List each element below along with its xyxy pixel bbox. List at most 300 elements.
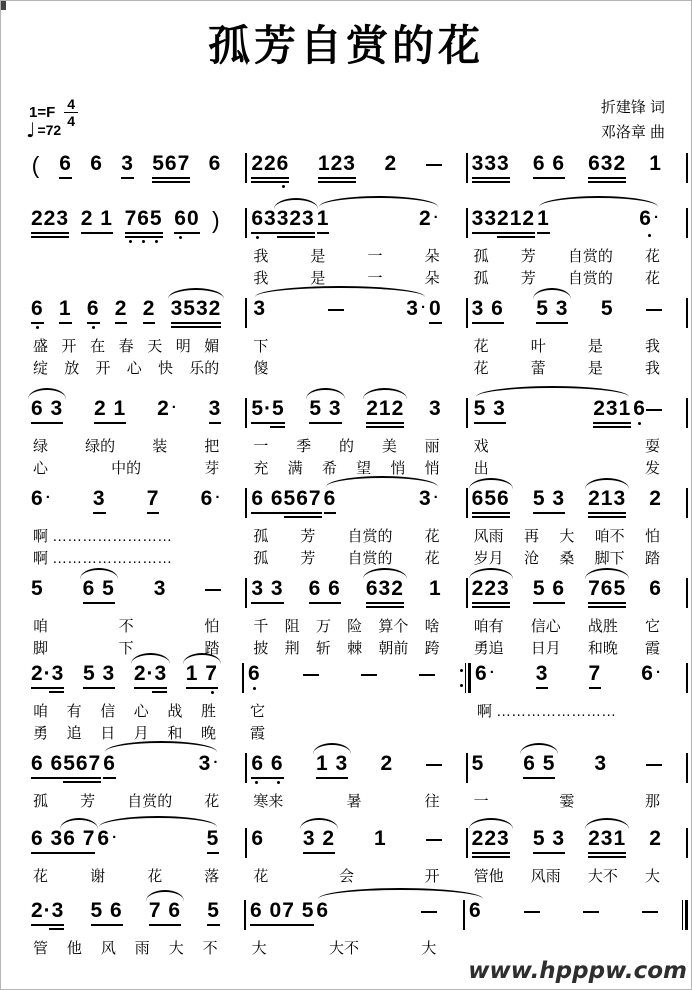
beam-underline	[497, 232, 535, 234]
duration-dot: ·	[112, 829, 119, 846]
lyric-syllable: 孤	[33, 793, 49, 810]
lyric-syllable: 悄	[424, 460, 440, 477]
note-cell	[639, 208, 660, 237]
slur-group	[322, 488, 442, 514]
beam-underline	[588, 602, 626, 604]
beam-underline	[318, 181, 356, 183]
lyric-syllable: 朝前	[378, 640, 409, 657]
beam-underline	[149, 924, 181, 926]
note-cell	[317, 208, 330, 234]
note-digits: 5 3	[532, 487, 566, 510]
lyric-bar-spacer	[686, 723, 688, 745]
note-digits: 2	[649, 827, 662, 850]
note-digits: 3	[264, 207, 277, 230]
lyric-syllable: 戏	[473, 438, 489, 455]
note-digits: 3 ·	[418, 487, 440, 510]
beam-underline	[94, 422, 126, 424]
lyric-syllable: 花	[147, 868, 163, 885]
lyric-measure	[468, 866, 686, 888]
note-cell	[251, 153, 289, 188]
measure	[465, 900, 682, 922]
lyric-measure	[27, 866, 245, 888]
beam-underline	[303, 852, 335, 854]
note-cell	[303, 828, 335, 854]
duration-dash	[205, 589, 221, 591]
note-cell	[251, 398, 284, 428]
note-cell	[63, 753, 101, 783]
lyric-syllable: 傻	[253, 360, 269, 377]
lyric-syllable: 勇	[33, 725, 49, 742]
lyric-measure	[247, 548, 465, 570]
tempo-value: =72	[37, 122, 62, 138]
lyric-syllable: 霞	[644, 640, 660, 657]
note-digits: 60	[174, 207, 200, 230]
beam-underline	[366, 606, 404, 608]
lyric-bar-spacer	[686, 791, 688, 813]
lyric-syllable: 我	[253, 270, 269, 287]
lyric-line	[27, 526, 688, 548]
lyric-syllable: 的	[338, 438, 354, 455]
lyric-syllable: 风	[100, 940, 116, 957]
barline	[686, 828, 688, 858]
time-signature-denominator: 4	[67, 113, 76, 129]
beam-underline	[277, 232, 315, 234]
note-cell	[199, 753, 220, 777]
octave-dot	[648, 234, 651, 237]
slur-arc	[146, 890, 184, 901]
note-digits: 212	[497, 207, 536, 230]
lyric-bar-spacer	[686, 268, 688, 290]
lyric-line	[27, 246, 688, 268]
note-cell	[589, 663, 602, 689]
duration-dot: ·	[420, 299, 427, 316]
measure	[247, 208, 465, 239]
beam-underline	[81, 232, 113, 234]
beam-underline	[537, 232, 550, 234]
octave-dots	[633, 422, 646, 425]
note-cell	[429, 298, 442, 324]
lyric-syllable: 和晚	[587, 640, 618, 657]
note-cell	[207, 828, 220, 854]
note-cell	[201, 488, 222, 512]
lyric-syllable: 快	[158, 360, 174, 377]
lyric-syllable: 踏	[204, 640, 220, 657]
lyric-measure	[27, 336, 245, 358]
beam-underline	[87, 322, 100, 324]
octave-dot-slot	[207, 691, 218, 694]
note-cell	[641, 663, 662, 687]
note-cell	[251, 753, 283, 784]
note-cell	[284, 488, 322, 518]
duration-dot: ·	[171, 399, 178, 416]
measure	[468, 153, 686, 183]
notes-line	[27, 663, 688, 697]
barline	[686, 753, 688, 783]
slur-arc	[585, 818, 629, 829]
note-digits: 3532	[170, 297, 222, 320]
beam-underline	[472, 181, 510, 183]
beam-underline-short	[152, 691, 167, 693]
note-digits: 2 1	[80, 207, 113, 230]
note-cell	[157, 398, 178, 422]
note-digits: 5 3	[532, 827, 566, 850]
lyric-syllable: 一	[473, 793, 489, 810]
note-cell	[649, 828, 662, 850]
note-cell	[533, 828, 565, 854]
lyric-syllable: 桑	[559, 550, 575, 567]
note-cell	[381, 753, 394, 775]
lyric-measure	[247, 358, 465, 380]
note-digits: 2	[142, 297, 156, 320]
score-row	[27, 900, 688, 960]
lyric-syllable: 跨	[424, 640, 440, 657]
beam-underline	[588, 177, 626, 179]
beam-underline	[429, 322, 442, 324]
beam-underline	[207, 924, 220, 926]
lyric-syllable: 啊 ……………………	[33, 550, 173, 567]
note-digits: 7	[146, 487, 160, 510]
note-cell	[472, 828, 510, 858]
measure	[468, 398, 686, 428]
lyric-syllable: 战	[167, 703, 183, 720]
lyric-syllable: 脚下	[594, 550, 625, 567]
note-digits: 6	[103, 752, 116, 775]
lyric-syllable: 芳	[300, 550, 316, 567]
lyric-measure	[464, 938, 681, 960]
slur-group	[101, 753, 221, 779]
slur-arc	[28, 388, 66, 399]
note-cell	[251, 828, 264, 850]
notes-line	[27, 900, 688, 934]
lyric-syllable: 出	[473, 460, 489, 477]
note-cell	[59, 153, 72, 179]
beam-underline	[366, 426, 404, 428]
note-cell	[251, 488, 283, 514]
duration-dot: ·	[655, 664, 662, 681]
beam-underline	[83, 687, 115, 689]
lyric-syllable: 春	[118, 338, 134, 355]
octave-dots	[125, 240, 163, 243]
measure	[27, 153, 245, 183]
slur-group	[251, 298, 429, 322]
octave-dot-slot	[251, 236, 264, 239]
lyric-measure	[27, 616, 245, 638]
note-digits: 1 7	[185, 662, 218, 685]
measure	[468, 208, 686, 238]
beam-underline	[497, 236, 535, 238]
lyric-syllable: 丽	[424, 438, 440, 455]
lyric-syllable: 踏	[644, 550, 660, 567]
lyric-measure	[468, 616, 686, 638]
beam-underline	[31, 232, 69, 234]
beam-underline	[59, 177, 72, 179]
note-cell	[125, 208, 163, 243]
note-digits: 231	[593, 397, 632, 420]
lyric-measure	[468, 638, 686, 660]
beam-underline	[309, 422, 341, 424]
octave-dot-slot	[251, 781, 262, 784]
note-digits: 2	[114, 297, 128, 320]
lyric-syllable: 我	[644, 360, 660, 377]
lyric-syllable: 自赏的	[347, 528, 393, 545]
lyric-bar-spacer	[681, 938, 688, 960]
lyric-syllable: 花	[33, 868, 49, 885]
beam-underline	[309, 602, 341, 604]
measure	[27, 298, 245, 329]
lyric-syllable: 脚	[33, 640, 49, 657]
lyric-syllable: 大	[168, 940, 184, 957]
beam-underline	[152, 177, 190, 179]
duration-dash	[419, 674, 435, 676]
octave-dot	[638, 422, 641, 425]
lyric-syllable: 绿	[33, 438, 49, 455]
measure	[468, 488, 686, 518]
lyric-bar-spacer	[686, 336, 688, 358]
note-digits: 3	[428, 397, 442, 420]
octave-dots	[186, 691, 218, 694]
lyric-syllable: 雨	[134, 940, 150, 957]
barline	[686, 298, 688, 328]
note-digits: 5	[206, 827, 220, 850]
lyric-syllable: 花	[644, 248, 660, 265]
beam-underline	[284, 516, 322, 518]
note-digits: 6 3	[31, 397, 64, 420]
lyric-syllable: 朵	[424, 270, 440, 287]
barline-thin	[682, 900, 683, 930]
beam-underline	[251, 422, 284, 424]
beam-underline	[209, 422, 222, 424]
beam-underline	[588, 856, 626, 858]
octave-dots	[174, 236, 199, 239]
lyric-syllable: 沧	[523, 550, 539, 567]
lyric-syllable: 大	[251, 940, 267, 957]
note-cell	[497, 208, 535, 238]
lyric-syllable: 花	[253, 868, 269, 885]
note-digits: 223	[31, 207, 70, 230]
note-cell	[207, 900, 220, 926]
slur-group	[314, 900, 439, 922]
note-digits: 6	[316, 899, 330, 922]
lyric-syllable: 风雨	[530, 868, 561, 885]
octave-dot-slot	[633, 422, 646, 425]
lyric-syllable: 自赏的	[567, 248, 613, 265]
measure	[468, 578, 686, 608]
notes-line	[27, 488, 688, 522]
octave-dot-slot	[186, 691, 197, 694]
note-cell	[147, 488, 160, 514]
lyric-syllable: 开	[424, 868, 440, 885]
octave-dot	[142, 240, 145, 243]
beam-underline	[143, 322, 156, 324]
beam-underline	[31, 852, 63, 854]
measure	[246, 900, 463, 926]
duration-dash	[426, 164, 442, 166]
beam-underline	[472, 322, 504, 324]
measure	[247, 153, 465, 188]
lyric-syllable: 开	[95, 360, 111, 377]
lyric-syllable: 它	[250, 703, 266, 720]
duration-dot: ·	[653, 209, 660, 226]
score-row	[27, 578, 688, 660]
beam-underline	[207, 852, 220, 854]
note-digits: 6	[208, 152, 222, 175]
lyric-measure	[247, 246, 465, 268]
score-row	[27, 753, 688, 813]
beam-underline	[484, 232, 497, 234]
lyric-measure	[27, 268, 245, 290]
beam-underline	[472, 856, 510, 858]
note-digits: 123	[317, 152, 356, 175]
beam-underline	[31, 236, 69, 238]
beam-underline	[152, 181, 190, 183]
note-digits: 3	[92, 487, 106, 510]
beam-underline	[284, 512, 322, 514]
slur-arc	[539, 196, 658, 207]
note-digits: 5	[600, 297, 614, 320]
beam-underline	[93, 512, 106, 514]
slur-arc	[363, 388, 407, 399]
beam-underline	[251, 181, 289, 183]
slur-arc	[319, 196, 438, 207]
octave-dot-slot	[251, 185, 264, 188]
note-cell	[374, 828, 387, 850]
octave-dot-slot	[125, 240, 138, 243]
note-cell	[31, 208, 69, 238]
lyric-bar-spacer	[459, 701, 471, 723]
note-cell	[472, 753, 485, 775]
lyric-syllable: 千	[253, 618, 269, 635]
note-cell	[484, 208, 497, 234]
lyric-syllable: 风雨	[473, 528, 504, 545]
score-body	[1, 1, 691, 989]
notes-line	[27, 298, 688, 332]
beam-underline	[533, 177, 565, 179]
lyric-measure	[247, 638, 465, 660]
note-digits: 223	[471, 827, 510, 850]
beam-underline	[31, 422, 63, 424]
lyric-syllable: 啊 ……………………	[477, 703, 617, 720]
slur-arc	[469, 818, 513, 829]
note-cell	[533, 488, 565, 514]
note-cell	[31, 753, 63, 779]
lyric-syllable: 自赏的	[347, 550, 393, 567]
octave-dot-slot	[187, 236, 200, 239]
beam-underline	[251, 177, 289, 179]
beam-underline-short	[270, 426, 285, 428]
lyric-syllable: 谢	[90, 868, 106, 885]
note-digits: 567	[152, 152, 191, 175]
octave-dot	[155, 240, 158, 243]
lyric-syllable: 那	[644, 793, 660, 810]
note-cell	[601, 298, 614, 320]
lyric-syllable: 月	[133, 725, 149, 742]
measure	[27, 578, 245, 604]
lyric-syllable: 心	[133, 703, 149, 720]
note-cell	[536, 298, 568, 324]
note-cell	[318, 153, 356, 183]
measure	[471, 663, 686, 689]
note-cell	[149, 900, 181, 926]
note-digits: 1	[58, 297, 72, 320]
beam-underline	[533, 852, 565, 854]
duration-dash	[583, 911, 599, 913]
lyric-syllable: 花	[644, 270, 660, 287]
lyric-syllable: 不	[202, 940, 218, 957]
octave-dots	[31, 326, 44, 329]
note-cell	[469, 900, 482, 922]
note-cell	[593, 398, 631, 428]
watermark: www.hpppw.com	[468, 958, 687, 984]
lyric-syllable: 万	[315, 618, 331, 635]
lyric-syllable: 望	[356, 460, 372, 477]
notes-line	[27, 153, 688, 187]
note-cell	[649, 153, 662, 175]
note-digits: 5 6	[532, 577, 566, 600]
lyric-syllable: 我	[644, 338, 660, 355]
lyric-measure	[468, 791, 686, 813]
lyric-measure	[247, 616, 465, 638]
note-cell	[316, 753, 348, 779]
measure	[468, 298, 686, 324]
note-digits: 7	[588, 662, 602, 685]
lyric-syllable: 往	[424, 793, 440, 810]
note-cell	[152, 153, 190, 183]
lyric-bar-spacer	[686, 526, 688, 548]
lyric-syllable: 放	[64, 360, 80, 377]
measure	[247, 828, 465, 854]
lyric-syllable: 斩	[315, 640, 331, 657]
duration-dot: ·	[433, 489, 440, 506]
beam-underline	[277, 236, 315, 238]
note-cell	[649, 488, 662, 510]
parenthesis	[211, 208, 221, 232]
lyric-syllable: 朵	[424, 248, 440, 265]
duration-dash	[328, 309, 344, 311]
lyric-syllable: 花	[424, 550, 440, 567]
note-cell	[588, 488, 626, 518]
note-digits: 6	[323, 487, 337, 510]
lyric-syllable: 绽	[33, 360, 49, 377]
lyric-syllable: 芳	[520, 248, 536, 265]
note-cell	[253, 298, 266, 320]
beam-underline	[31, 322, 44, 324]
slur-arc	[60, 818, 98, 829]
lyric-line	[27, 436, 688, 458]
note-digits: 3	[121, 152, 134, 175]
lyric-syllable: 孤	[473, 270, 489, 287]
note-digits: 5	[471, 752, 485, 775]
note-cell	[472, 488, 510, 518]
lyric-measure	[468, 526, 686, 548]
score-row	[27, 828, 688, 888]
note-cell	[366, 578, 404, 608]
lyric-syllable: 发	[644, 460, 660, 477]
note-digits: 5	[207, 899, 220, 922]
lyric-syllable: 孤	[253, 550, 269, 567]
note-digits: 6 6	[31, 752, 64, 775]
lyric-measure	[468, 436, 686, 458]
lyric-syllable: 是	[310, 248, 326, 265]
note-digits: 3	[594, 752, 608, 775]
octave-dot	[211, 691, 214, 694]
note-digits: 6 6	[251, 487, 284, 510]
measure	[27, 663, 242, 694]
slur-group	[315, 208, 442, 234]
lyric-syllable: 一	[367, 270, 383, 287]
lyric-bar-spacer	[686, 246, 688, 268]
lyric-line	[27, 723, 688, 745]
note-cell	[94, 398, 126, 424]
